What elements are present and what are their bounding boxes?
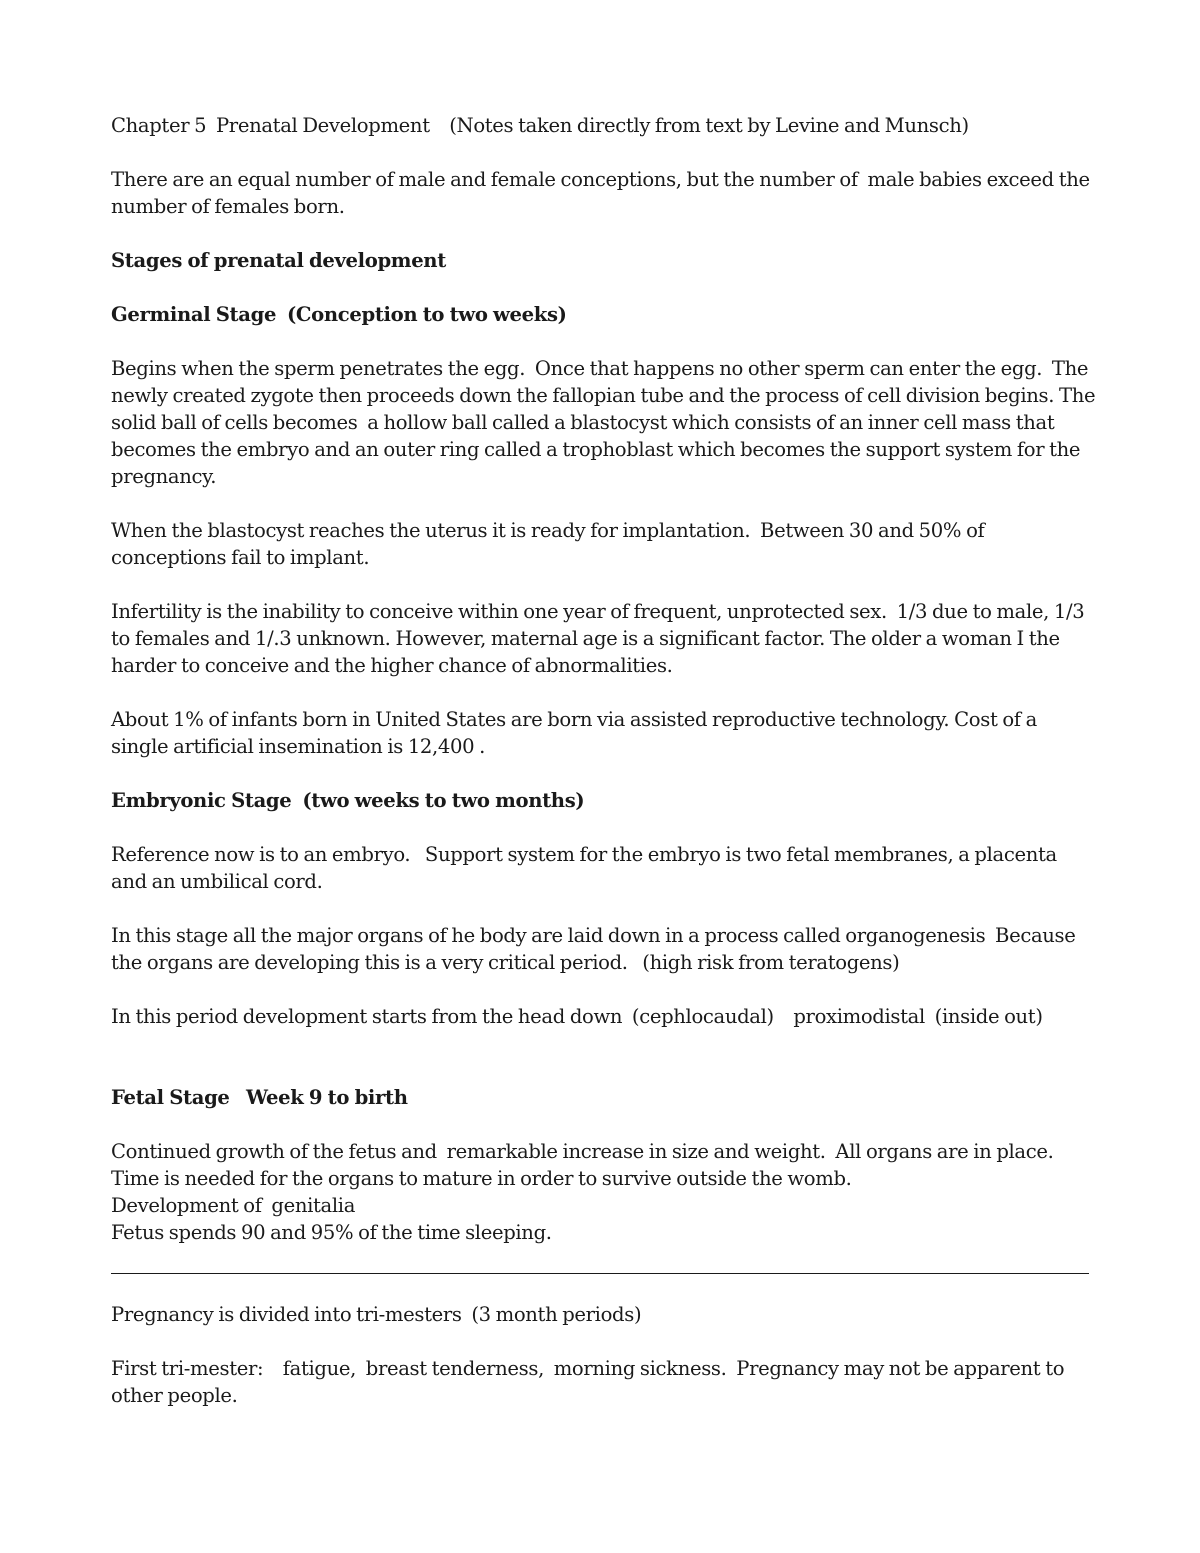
trimesters-paragraph-2: First tri-mester: fatigue, breast tenderness, morning sickness. Pregnancy may not be apparent to other people.	[111, 1357, 1070, 1407]
germinal-paragraph-1: Begins when the sperm penetrates the egg. Once that happens no other sperm can enter the egg. The newly created zygote then proceeds down the fallopian tube and the process of cell division begins. The solid ball of cells becomes a hollow ball called a blastocyst which consists of an inner cell mass that becomes the embryo and an outer ring called a trophoblast which becomes the support system for the pregnancy.	[111, 357, 1101, 488]
document-title: Chapter 5 Prenatal Development (Notes taken directly from text by Levine and Munsch)	[111, 114, 969, 137]
intro-paragraph: There are an equal number of male and female conceptions, but the number of male babies exceed the number of females born.	[111, 168, 1095, 218]
fetal-line-4: Fetus spends 90 and 95% of the time sleeping.	[111, 1221, 552, 1244]
embryonic-paragraph-1: Reference now is to an embryo. Support system for the embryo is two fetal membranes, a placenta and an umbilical cord.	[111, 843, 1062, 893]
horizontal-divider	[111, 1273, 1089, 1274]
germinal-paragraph-4: About 1% of infants born in United States are born via assisted reproductive technology. Cost of a single artificial insemination is 12,400 .	[111, 708, 1042, 758]
document-body	[111, 112, 1101, 1436]
fetal-line-3: Development of genitalia	[111, 1194, 356, 1217]
embryonic-stage-heading: Embryonic Stage (two weeks to two months)	[111, 789, 585, 812]
fetal-line-2: Time is needed for the organs to mature in order to survive outside the womb.	[111, 1167, 852, 1190]
fetal-stage-heading: Fetal Stage Week 9 to birth	[111, 1086, 408, 1109]
germinal-paragraph-2: When the blastocyst reaches the uterus it is ready for implantation. Between 30 and 50% of conceptions fail to implant.	[111, 519, 990, 569]
germinal-stage-heading: Germinal Stage (Conception to two weeks)	[111, 303, 567, 326]
embryonic-paragraph-3: In this period development starts from the head down (cephlocaudal) proximodistal (inside out)	[111, 1005, 1043, 1028]
embryonic-paragraph-2: In this stage all the major organs of he body are laid down in a process called organogenesis Because the organs are developing this is a very critical period. (high risk from teratogens)	[111, 924, 1081, 974]
trimesters-paragraph-1: Pregnancy is divided into tri-mesters (3 month periods)	[111, 1303, 642, 1326]
fetal-line-1: Continued growth of the fetus and remarkable increase in size and weight. All organs are in place.	[111, 1140, 1054, 1163]
germinal-paragraph-3: Infertility is the inability to conceive within one year of frequent, unprotected sex. 1/3 due to male, 1/3 to females and 1/.3 unknown. However, maternal age is a significant factor. The older a woman I the harder to conceive and the higher chance of abnormalities.	[111, 600, 1090, 677]
stages-heading: Stages of prenatal development	[111, 249, 446, 272]
